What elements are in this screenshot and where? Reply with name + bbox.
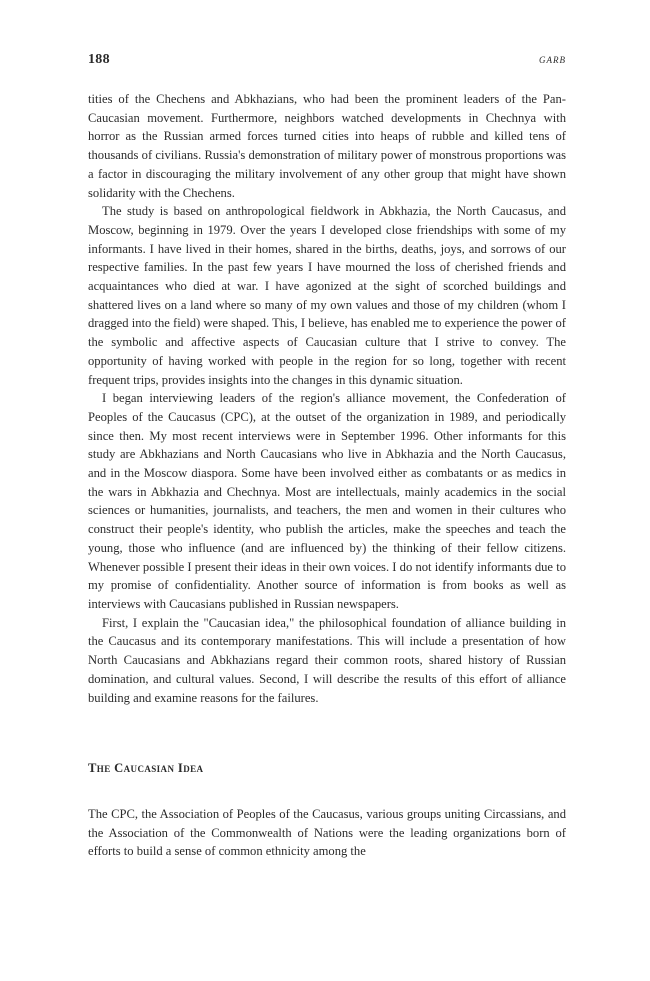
page-body (88, 90, 566, 861)
paragraph-continuation: tities of the Chechens and Abkhazians, who had been the prominent leaders of the Pan-Caucasian movement. Furthermore, neighbors watched developments in Chechnya with horror as the Russian armed forces turned cities into heaps of rubble and killed tens of thousands of civilians. Russia's demonstration of military power of monstrous proportions was a factor in discouraging the military involvement of any other group that might have shown solidarity with the Chechens. (88, 92, 566, 200)
section-heading: The Caucasian Idea (88, 761, 204, 776)
paragraph-interviews: I began interviewing leaders of the region's alliance movement, the Confederation of Peoples of the Caucasus (CPC), at the outset of the organization in 1989, and periodically since then. My most recent interviews were in September 1996. Other informants for this study are Abkhazians and North Caucasians who live in Abkhazia and the North Caucasus, and in the Moscow diaspora. Some have been involved either as combatants or as medics in the wars in Abkhazia and Chechnya. Most are intellectuals, mainly academics in the social sciences or humanities, journalists, and teachers, the men and women in their cultures who construct their people's identity, who publish the articles, make the speeches and teach the young, those who influence (and are influenced by) the thinking of their fellow citizens. Whenever possible I present their ideas in their own voices. I do not identify informants due to my promise of confidentiality. Another source of information is from books as well as interviews with Caucasians published in Russian newspapers. (88, 391, 566, 611)
page-number: 188 (88, 52, 110, 67)
book-page (88, 52, 566, 859)
paragraph-section-start: The CPC, the Association of Peoples of the Caucasus, various groups uniting Circassians, and the Association of the Commonwealth of Nations were the leading organizations born of efforts to build a sense of common ethnicity among the (88, 806, 566, 859)
paragraph-fieldwork: The study is based on anthropological fieldwork in Abkhazia, the North Caucasus, and Moscow, beginning in 1979. Over the years I developed close friendships with some of my informants. I have lived in their homes, shared in the births, deaths, joys, and sorrows of our respective families. In the past few years I have mourned the loss of cherished friends and acquaintances who died at war. I have agonized at the sight of scorched buildings and shattered lives on a land where so many of my own values and those of my children (whom I dragged into the field) were shaped. This, I believe, has enabled me to experience the power of the symbolic and affective aspects of Caucasian culture that I strive to convey. The opportunity of having worked with people in the region for so long, together with recent frequent trips, provides insights into the changes in this dynamic situation. (88, 204, 566, 387)
paragraph-outline: First, I explain the "Caucasian idea," the philosophical foundation of alliance building in the Caucasus and its contemporary manifestations. This will include a presentation of how North Caucasians and Abkhazians regard their common roots, shared history of Russian domination, and cultural values. Second, I will describe the results of this effort of alliance building and examine reasons for the failures. (88, 615, 566, 705)
running-head: GARB (539, 55, 566, 65)
page-header (88, 52, 566, 76)
